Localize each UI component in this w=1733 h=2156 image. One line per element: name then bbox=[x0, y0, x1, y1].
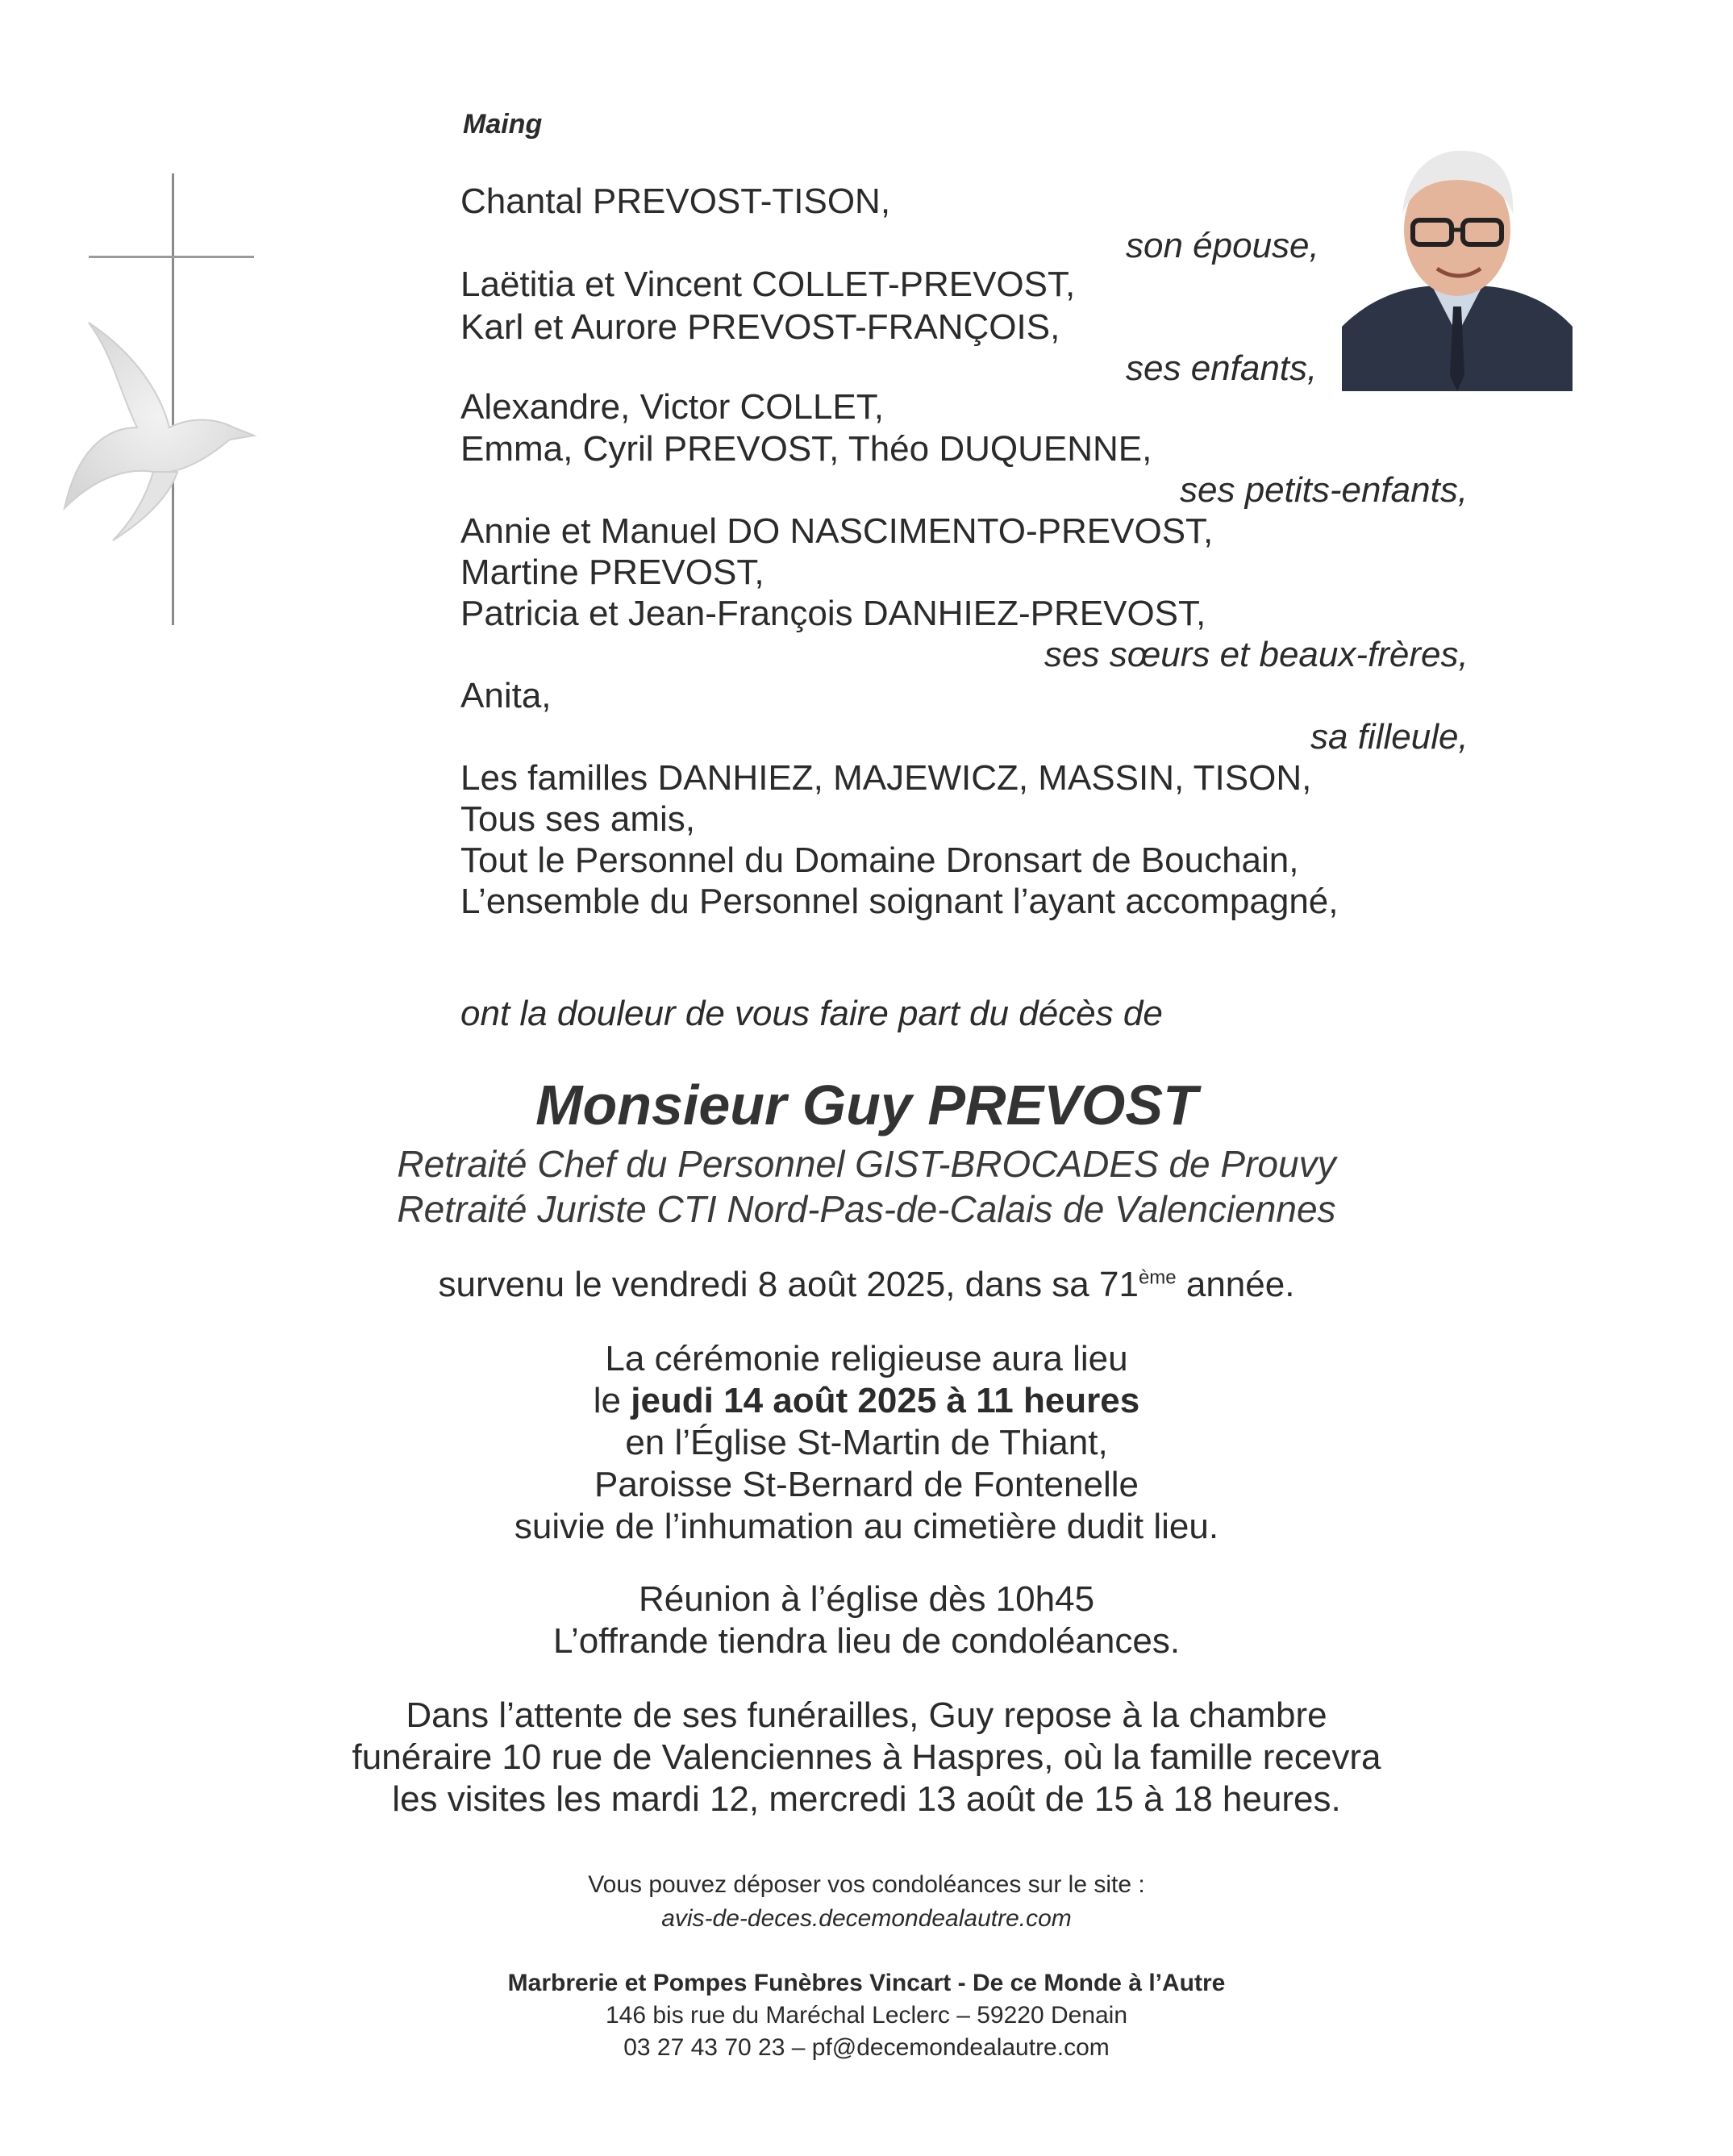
sibling-line: Martine PREVOST, bbox=[460, 553, 764, 592]
town-label: Maing bbox=[463, 109, 543, 140]
sibling-line: Annie et Manuel DO NASCIMENTO-PREVOST, bbox=[460, 511, 1214, 551]
announcement-text: ont la douleur de vous faire part du décès de bbox=[460, 994, 1163, 1033]
children-role: ses enfants, bbox=[1126, 348, 1318, 388]
cross-icon-bar bbox=[89, 256, 254, 258]
funeral-home-name: Marbrerie et Pompes Funèbres Vincart - De ce Monde à l’Autre bbox=[507, 1970, 1226, 1996]
grandchild-line: Emma, Cyril PREVOST, Théo DUQUENNE, bbox=[460, 429, 1152, 469]
ceremony-line: Paroisse St-Bernard de Fontenelle bbox=[594, 1465, 1139, 1504]
spouse-name: Chantal PREVOST-TISON, bbox=[460, 181, 891, 221]
ceremony-line: suivie de l’inhumation au cimetière dudit lieu. bbox=[514, 1507, 1219, 1546]
meeting-line: L’offrande tiendra lieu de condoléances. bbox=[552, 1621, 1181, 1661]
meeting-line: Réunion à l’église dès 10h45 bbox=[638, 1579, 1095, 1619]
funeral-home-contact: 03 27 43 70 23 – pf@decemondealautre.com bbox=[623, 2034, 1110, 2061]
other-mourner-line: L’ensemble du Personnel soignant l’ayant accompagné, bbox=[460, 882, 1339, 921]
visits-line: funéraire 10 rue de Valenciennes à Haspres, où la famille recevra bbox=[352, 1737, 1381, 1777]
death-date: survenu le vendredi 8 août 2025, dans sa 71ème année. bbox=[438, 1265, 1295, 1304]
grandchild-line: Alexandre, Victor COLLET, bbox=[460, 387, 884, 427]
child-line: Laëtitia et Vincent COLLET-PREVOST, bbox=[460, 265, 1076, 304]
condolences-site: avis-de-deces.decemondealautre.com bbox=[661, 1905, 1072, 1932]
ceremony-line: en l’Église St-Martin de Thiant, bbox=[625, 1423, 1108, 1462]
deceased-title: Retraité Juriste CTI Nord-Pas-de-Calais de Valenciennes bbox=[397, 1188, 1336, 1230]
other-mourner-line: Les familles DANHIEZ, MAJEWICZ, MASSIN, TISON, bbox=[460, 758, 1312, 798]
other-mourner-line: Tous ses amis, bbox=[460, 799, 695, 839]
child-line: Karl et Aurore PREVOST-FRANÇOIS, bbox=[460, 307, 1060, 347]
goddaughter-name: Anita, bbox=[460, 676, 552, 715]
ceremony-date: le jeudi 14 août 2025 à 11 heures bbox=[593, 1381, 1140, 1420]
portrait-photo bbox=[1342, 133, 1573, 391]
dove-icon bbox=[56, 307, 266, 548]
deceased-name: Monsieur Guy PREVOST bbox=[535, 1074, 1198, 1136]
spouse-role: son épouse, bbox=[1126, 226, 1319, 265]
siblings-role: ses sœurs et beaux-frères, bbox=[1044, 635, 1468, 674]
sibling-line: Patricia et Jean-François DANHIEZ-PREVOST, bbox=[460, 594, 1206, 633]
visits-line: Dans l’attente de ses funérailles, Guy repose à la chambre bbox=[406, 1695, 1327, 1735]
deceased-title: Retraité Chef du Personnel GIST-BROCADES de Prouvy bbox=[397, 1143, 1336, 1185]
condolences-text: Vous pouvez déposer vos condoléances sur le site : bbox=[588, 1871, 1145, 1898]
grandchildren-role: ses petits-enfants, bbox=[1180, 470, 1468, 510]
other-mourner-line: Tout le Personnel du Domaine Dronsart de Bouchain, bbox=[460, 840, 1299, 880]
funeral-home-address: 146 bis rue du Maréchal Leclerc – 59220 Denain bbox=[605, 2002, 1128, 2029]
visits-line: les visites les mardi 12, mercredi 13 août de 15 à 18 heures. bbox=[392, 1779, 1341, 1819]
goddaughter-role: sa filleule, bbox=[1310, 717, 1468, 757]
ceremony-line: La cérémonie religieuse aura lieu bbox=[605, 1339, 1128, 1378]
